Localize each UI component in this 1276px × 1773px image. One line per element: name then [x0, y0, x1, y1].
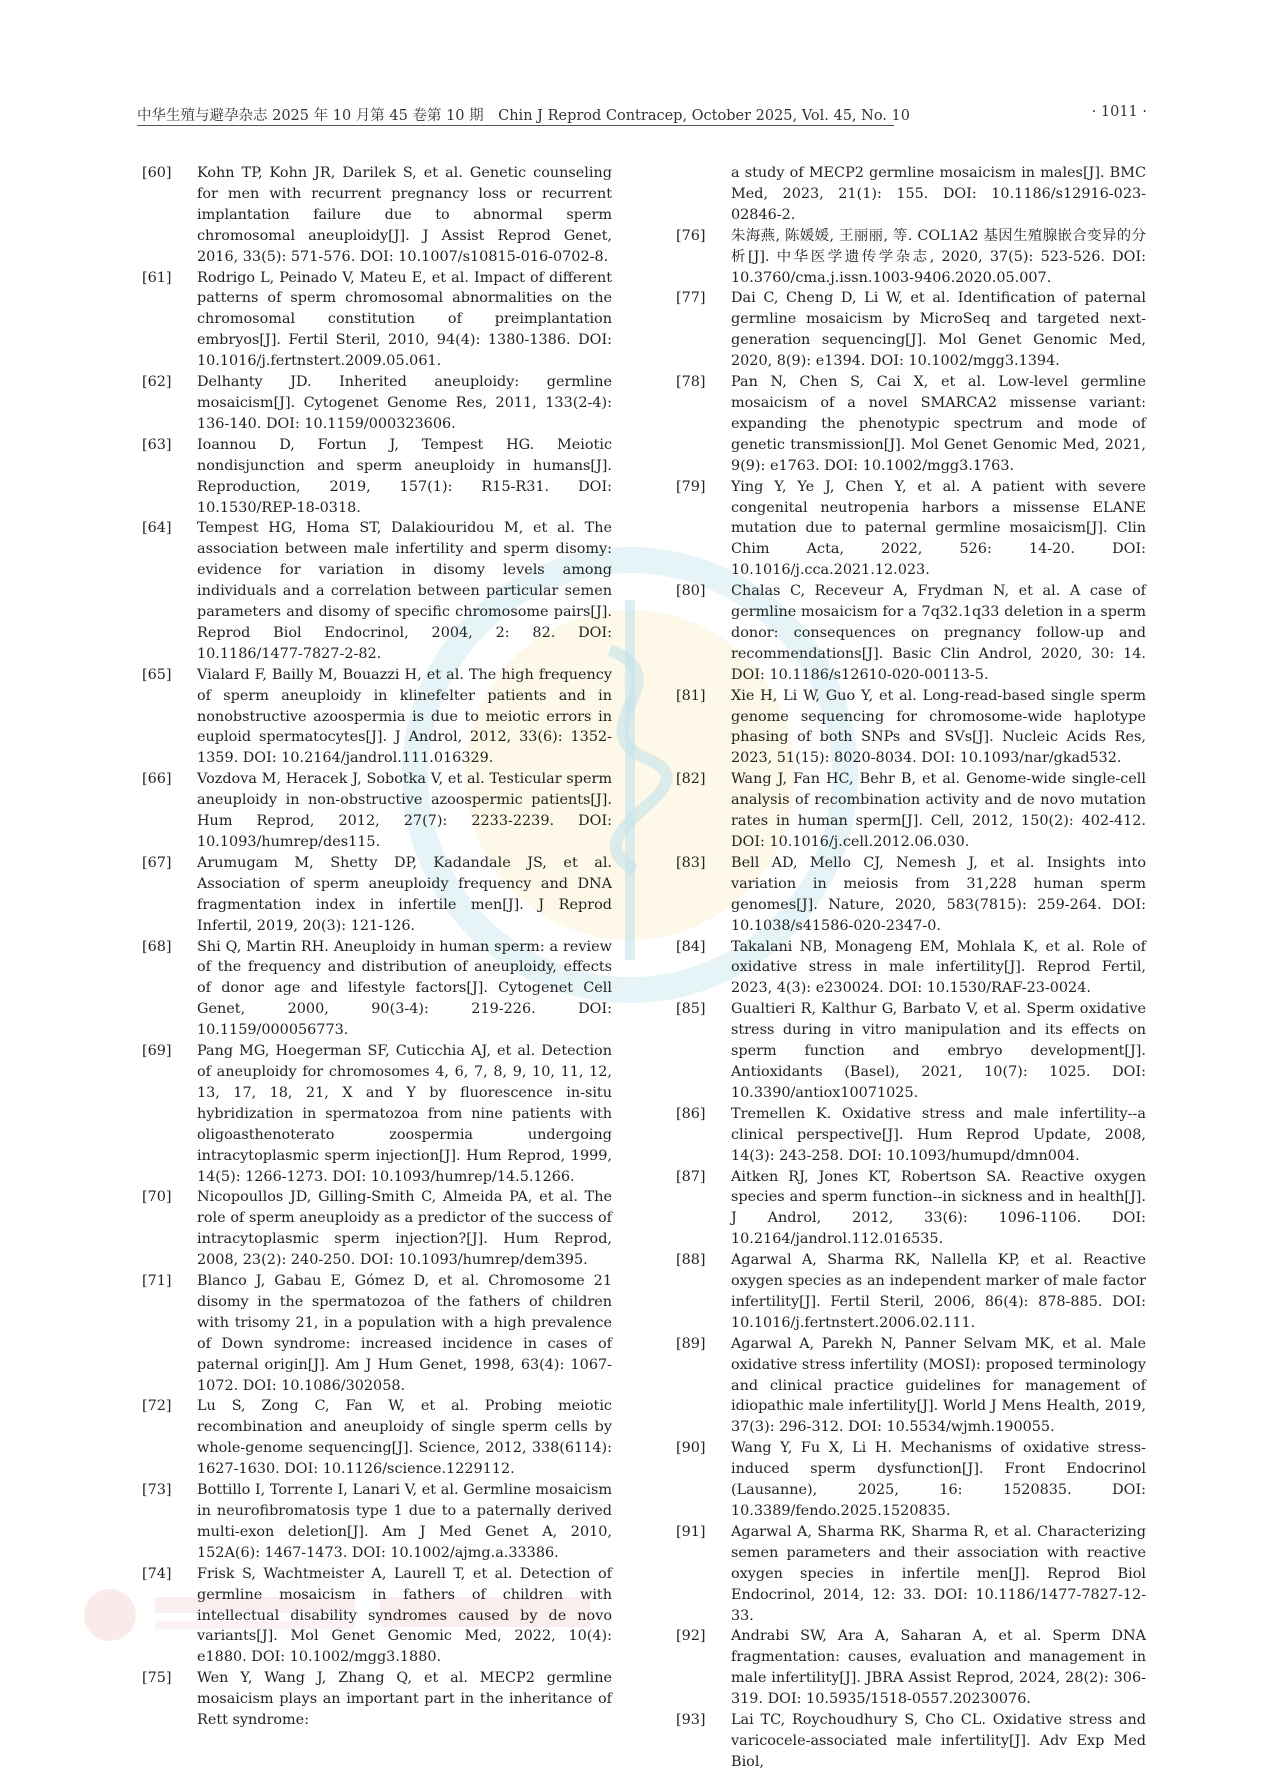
reference-number: [62] — [142, 374, 172, 391]
reference-number: [87] — [676, 1168, 706, 1185]
reference-entry — [676, 1250, 1146, 1334]
left-reference-column — [142, 163, 612, 1731]
reference-text: Wang Y, Fu X, Li H. Mechanisms of oxidative stress-induced sperm dysfunction[J]. Front Endocrinol (Lausanne), 2025, 16: 1520835. DOI: 10.3389/fendo.2025.1520835. — [731, 1440, 1146, 1519]
reference-entry — [676, 288, 1146, 372]
reference-entry — [142, 769, 612, 853]
reference-number: [70] — [142, 1189, 172, 1206]
reference-number: [89] — [676, 1335, 706, 1352]
reference-number: [64] — [142, 520, 172, 537]
reference-text: Pang MG, Hoegerman SF, Cuticchia AJ, et al. Detection of aneuploidy for chromosomes 4, 6, 7, 8, 9, 10, 11, 12, 13, 17, 18, 21, X and Y by fluorescence in-situ hybridization in spermatozoa from nine patients with oligoasthenoterato zoospermia undergoing intracytoplasmic sperm injection[J]. Hum Reprod, 1999, 14(5): 1266-1273. DOI: 10.1093/humrep/14.5.1266. — [197, 1043, 612, 1185]
reference-entry — [676, 1334, 1146, 1439]
reference-entry — [676, 853, 1146, 937]
reference-number: [76] — [676, 227, 706, 244]
reference-entry — [142, 937, 612, 1042]
reference-number: [83] — [676, 854, 706, 871]
reference-entry — [142, 1668, 612, 1731]
reference-number: [72] — [142, 1398, 172, 1415]
reference-text: Takalani NB, Monageng EM, Mohlala K, et al. Role of oxidative stress in male infertility[J]. Reprod Fertil, 2023, 4(3): e230024. DOI: 10.1530/RAF-23-0024. — [731, 938, 1146, 997]
reference-text: Chalas C, Receveur A, Frydman N, et al. A case of germline mosaicism for a 7q32.1q33 deletion in a sperm donor: consequences on pregnancy follow-up and recommendations[J]. Basic Clin Androl, 2020, 30: 14. DOI: 10.1186/s12610-020-00113-5. — [731, 583, 1146, 683]
reference-number: [93] — [676, 1712, 706, 1729]
reference-number: [71] — [142, 1273, 172, 1290]
reference-number: [69] — [142, 1043, 172, 1060]
page-number: · 1011 · — [1091, 104, 1147, 120]
reference-text: Dai C, Cheng D, Li W, et al. Identification of paternal germline mosaicism by MicroSeq and targeted next-generation sequencing[J]. Mol Genet Genomic Med, 2020, 8(9): e1394. DOI: 10.1002/mgg3.1394. — [731, 290, 1146, 370]
reference-text: Agarwal A, Sharma RK, Nallella KP, et al. Reactive oxygen species as an independent marker of male factor infertility[J]. Fertil Steril, 2006, 86(4): 878-885. DOI: 10.1016/j.fertnstert.2006.02.111. — [731, 1252, 1146, 1331]
reference-number: [86] — [676, 1105, 706, 1122]
reference-text: Vozdova M, Heracek J, Sobotka V, et al. Testicular sperm aneuploidy in non-obstructive azoospermic patients[J]. Hum Reprod, 2012, 27(7): 2233-2239. DOI: 10.1093/humrep/des115. — [197, 771, 612, 850]
reference-entry — [676, 999, 1146, 1104]
reference-entry — [142, 163, 612, 268]
reference-entry — [676, 769, 1146, 853]
reference-number: [74] — [142, 1565, 172, 1582]
reference-text: Frisk S, Wachtmeister A, Laurell T, et al. Detection of germline mosaicism in fathers of children with intellectual disability syndromes caused by de novo variants[J]. Mol Genet Genomic Med, 2022, 10(4): e1880. DOI: 10.1002/mgg3.1880. — [197, 1565, 612, 1666]
reference-entry — [676, 163, 1146, 226]
reference-number: [84] — [676, 938, 706, 955]
reference-entry — [142, 1041, 612, 1187]
reference-text: Tremellen K. Oxidative stress and male infertility--a clinical perspective[J]. Hum Reprod Update, 2008, 14(3): 243-258. DOI: 10.1093/humupd/dmn004. — [731, 1105, 1146, 1164]
reference-text: Blanco J, Gabau E, Gómez D, et al. Chromosome 21 disomy in the spermatozoa of the fathers of children with trisomy 21, in a population with a high prevalence of Down syndrome: increased incidence in cases of paternal origin[J]. Am J Hum Genet, 1998, 63(4): 1067-1072. DOI: 10.1086/302058. — [197, 1273, 612, 1394]
reference-number: [66] — [142, 771, 172, 788]
reference-entry — [676, 1522, 1146, 1627]
reference-number: [75] — [142, 1670, 172, 1687]
reference-text: Ioannou D, Fortun J, Tempest HG. Meiotic nondisjunction and sperm aneuploidy in humans[J]. Reproduction, 2019, 157(1): R15-R31. DOI: 10.1530/REP-18-0318. — [197, 436, 612, 516]
reference-number: [82] — [676, 771, 706, 788]
right-reference-column — [676, 163, 1146, 1773]
reference-number: [91] — [676, 1523, 706, 1540]
reference-entry — [676, 1438, 1146, 1522]
reference-entry — [142, 372, 612, 435]
reference-text: Xie H, Li W, Guo Y, et al. Long-read-based single sperm genome sequencing for chromosome-wide haplotype phasing of both SNPs and SVs[J]. Nucleic Acids Res, 2023, 51(15): 8020-8034. DOI: 10.1093/nar/gkad532. — [731, 687, 1146, 767]
reference-entry — [142, 435, 612, 519]
reference-text: Wang J, Fan HC, Behr B, et al. Genome-wide single-cell analysis of recombination activity and de novo mutation rates in human sperm[J]. Cell, 2012, 150(2): 402-412. DOI: 10.1016/j.cell.2012.06.030. — [731, 771, 1146, 850]
reference-number: [67] — [142, 854, 172, 871]
reference-entry — [676, 1626, 1146, 1710]
reference-number: [77] — [676, 290, 706, 307]
reference-text: Nicopoullos JD, Gilling-Smith C, Almeida PA, et al. The role of sperm aneuploidy as a predictor of the success of intracytoplasmic sperm injection?[J]. Hum Reprod, 2008, 23(2): 240-250. DOI: 10.1093/humrep/dem395. — [197, 1189, 612, 1269]
reference-text: Bell AD, Mello CJ, Nemesh J, et al. Insights into variation in meiosis from 31,228 human sperm genomes[J]. Nature, 2020, 583(7815): 259-264. DOI: 10.1038/s41586-020-2347-0. — [731, 854, 1146, 934]
reference-entry — [142, 268, 612, 373]
reference-text: Andrabi SW, Ara A, Saharan A, et al. Sperm DNA fragmentation: causes, evaluation and management in male infertility[J]. JBRA Assist Reprod, 2024, 28(2): 306-319. DOI: 10.5935/1518-0557.20230076. — [731, 1628, 1146, 1708]
header-rule — [137, 125, 894, 126]
reference-text: Agarwal A, Parekh N, Panner Selvam MK, et al. Male oxidative stress infertility (MOSI): proposed terminology and clinical practice guidelines for management of idiopathic male infertility[J]. World J Mens Health, 2019, 37(3): 296-312. DOI: 10.5534/wjmh.190055. — [731, 1335, 1146, 1436]
reference-number: [60] — [142, 165, 172, 181]
reference-number: [61] — [142, 269, 172, 286]
reference-entry — [142, 1271, 612, 1396]
reference-text: Arumugam M, Shetty DP, Kadandale JS, et al. Association of sperm aneuploidy frequency and DNA fragmentation index in infertile men[J]. J Reprod Infertil, 2019, 20(3): 121-126. — [197, 854, 612, 934]
reference-text: Gualtieri R, Kalthur G, Barbato V, et al. Sperm oxidative stress during in vitro manipulation and its effects on sperm function and embryo development[J]. Antioxidants (Basel), 2021, 10(7): 1025. DOI: 10.3390/antiox10071025. — [731, 1001, 1146, 1101]
reference-text: Shi Q, Martin RH. Aneuploidy in human sperm: a review of the frequency and distribution of aneuploidy, effects of donor age and lifestyle factors[J]. Cytogenet Cell Genet, 2000, 90(3-4): 219-226. DOI: 10.1159/000056773. — [197, 938, 612, 1039]
reference-text: 朱海燕, 陈媛媛, 王丽丽, 等. COL1A2 基因生殖腺嵌合变异的分析[J]. 中华医学遗传学杂志, 2020, 37(5): 523-526. DOI: 10.3760/cma.j.issn.1003-9406.2020.05.007. — [731, 227, 1146, 286]
reference-text: Vialard F, Bailly M, Bouazzi H, et al. The high frequency of sperm aneuploidy in klinefelter patients and in nonobstructive azoospermia is due to meiotic errors in euploid spermatocytes[J]. J Androl, 2012, 33(6): 1352-1359. DOI: 10.2164/jandrol.111.016329. — [197, 666, 612, 767]
reference-number: [88] — [676, 1252, 706, 1269]
reference-text: Aitken RJ, Jones KT, Robertson SA. Reactive oxygen species and sperm function--in sickness and in health[J]. J Androl, 2012, 33(6): 1096-1106. DOI: 10.2164/jandrol.112.016535. — [731, 1168, 1146, 1248]
reference-text: Ying Y, Ye J, Chen Y, et al. A patient with severe congenital neutropenia harbors a missense ELANE mutation due to paternal germline mosaicism[J]. Clin Chim Acta, 2022, 526: 14-20. DOI: 10.1016/j.cca.2021.12.023. — [731, 478, 1146, 579]
reference-entry — [676, 1710, 1146, 1773]
reference-number: [85] — [676, 1001, 706, 1018]
reference-entry — [676, 686, 1146, 770]
reference-entry — [676, 477, 1146, 582]
reference-text: Tempest HG, Homa ST, Dalakiouridou M, et al. The association between male infertility and sperm disomy: evidence for variation in disomy levels among individuals and a correlation between particular semen parameters and disomy of specific chromosome pairs[J]. Reprod Biol Endocrinol, 2004, 2: 82. DOI: 10.1186/1477-7827-2-82. — [197, 520, 612, 662]
reference-entry — [142, 518, 612, 664]
reference-number: [80] — [676, 583, 706, 600]
reference-text: Delhanty JD. Inherited aneuploidy: germline mosaicism[J]. Cytogenet Genome Res, 2011, 133(2-4): 136-140. DOI: 10.1159/000323606. — [197, 374, 612, 432]
reference-number: [81] — [676, 687, 706, 704]
reference-text: Rodrigo L, Peinado V, Mateu E, et al. Impact of different patterns of sperm chromosomal abnormalities on the chromosomal constitution of preimplantation embryos[J]. Fertil Steril, 2010, 94(4): 1380-1386. DOI: 10.1016/j.fertnstert.2009.05.061. — [197, 269, 612, 370]
reference-number: [90] — [676, 1440, 706, 1457]
reference-text: Bottillo I, Torrente I, Lanari V, et al. Germline mosaicism in neurofibromatosis type 1 due to a paternally derived multi-exon deletion[J]. Am J Med Genet A, 2010, 152A(6): 1467-1473. DOI: 10.1002/ajmg.a.33386. — [197, 1482, 612, 1561]
reference-number: [68] — [142, 938, 172, 955]
reference-entry — [676, 937, 1146, 1000]
reference-text: Wen Y, Wang J, Zhang Q, et al. MECP2 germline mosaicism plays an important part in the inheritance of Rett syndrome: — [197, 1670, 612, 1729]
reference-number: [63] — [142, 436, 172, 453]
reference-entry — [142, 1187, 612, 1271]
reference-entry — [142, 853, 612, 937]
reference-text: Lu S, Zong C, Fan W, et al. Probing meiotic recombination and aneuploidy of single sperm cells by whole-genome sequencing[J]. Science, 2012, 338(6114): 1627-1630. DOI: 10.1126/science.1229112. — [197, 1398, 612, 1478]
reference-entry — [142, 1564, 612, 1669]
reference-number: [92] — [676, 1628, 706, 1645]
reference-text: Lai TC, Roychoudhury S, Cho CL. Oxidative stress and varicocele-associated male infertility[J]. Adv Exp Med Biol, — [731, 1712, 1146, 1770]
reference-number: [73] — [142, 1482, 172, 1499]
reference-text: Kohn TP, Kohn JR, Darilek S, et al. Genetic counseling for men with recurrent pregnancy loss or recurrent implantation failure due to abnormal sperm chromosomal aneuploidy[J]. J Assist Reprod Genet, 2016, 33(5): 571-576. DOI: 10.1007/s10815-016-0702-8. — [197, 165, 612, 265]
journal-citation: 中华生殖与避孕杂志 2025 年 10 月第 45 卷第 10 期 Chin J Reprod Contracep, October 2025, Vol. 45, No. 10 — [137, 108, 910, 124]
reference-text: Agarwal A, Sharma RK, Sharma R, et al. Characterizing semen parameters and their association with reactive oxygen species in infertile men[J]. Reprod Biol Endocrinol, 2014, 12: 33. DOI: 10.1186/1477-7827-12-33. — [731, 1523, 1146, 1624]
reference-number: [78] — [676, 374, 706, 391]
reference-number: [65] — [142, 666, 172, 683]
reference-entry — [676, 581, 1146, 686]
reference-text: Pan N, Chen S, Cai X, et al. Low-level germline mosaicism of a novel SMARCA2 missense variant: expanding the phenotypic spectrum and mode of genetic transmission[J]. Mol Genet Genomic Med, 2021, 9(9): e1763. DOI: 10.1002/mgg3.1763. — [731, 374, 1146, 474]
reference-entry — [142, 665, 612, 770]
reference-entry — [676, 1167, 1146, 1251]
reference-entry — [676, 1104, 1146, 1167]
reference-text: a study of MECP2 germline mosaicism in males[J]. BMC Med, 2023, 21(1): 155. DOI: 10.1186/s12916-023-02846-2. — [731, 165, 1146, 223]
reference-entry — [142, 1396, 612, 1480]
reference-entry — [142, 1480, 612, 1564]
reference-entry — [676, 226, 1146, 289]
reference-number: [79] — [676, 478, 706, 495]
running-header — [137, 104, 1147, 126]
reference-entry — [676, 372, 1146, 477]
